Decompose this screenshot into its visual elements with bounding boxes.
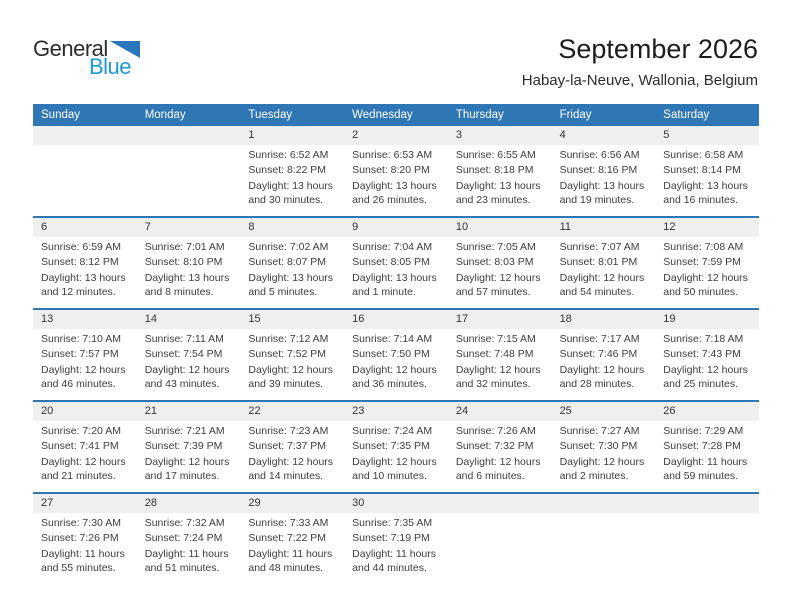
sunrise-text: Sunrise: 7:30 AM (41, 517, 121, 529)
sunset-text: Sunset: 7:22 PM (248, 532, 327, 545)
daylight-text: Daylight: 12 hours and 14 minutes. (248, 455, 334, 483)
day-cell-empty (552, 494, 656, 584)
day-number: 10 (448, 218, 552, 237)
day-number (137, 126, 241, 145)
sunrise-text: Sunrise: 6:59 AM (41, 241, 121, 253)
sunset-text: Sunset: 7:43 PM (663, 348, 741, 361)
day-number: 26 (655, 402, 759, 421)
day-cell-28 (137, 494, 241, 584)
daylight-text: Daylight: 12 hours and 21 minutes. (41, 455, 126, 483)
sunrise-text: Sunrise: 7:15 AM (455, 333, 536, 345)
daylight-text: Daylight: 12 hours and 43 minutes. (144, 363, 230, 391)
sunrise-text: Sunrise: 7:29 AM (663, 425, 744, 437)
sunrise-text: Sunrise: 7:32 AM (144, 517, 225, 529)
sunset-text: Sunset: 8:05 PM (352, 256, 430, 269)
day-cell-30 (344, 494, 448, 584)
sunrise-text: Sunrise: 7:12 AM (248, 333, 329, 345)
sunset-text: Sunset: 7:52 PM (248, 348, 327, 361)
daylight-text: Daylight: 12 hours and 2 minutes. (559, 455, 645, 483)
day-info (552, 237, 656, 300)
daylight-text: Daylight: 12 hours and 50 minutes. (663, 271, 748, 299)
daylight-text: Daylight: 12 hours and 46 minutes. (41, 363, 126, 391)
day-cell-14 (137, 310, 241, 400)
day-info (240, 237, 344, 300)
day-cell-25 (552, 402, 656, 492)
day-info (33, 329, 137, 392)
sunset-text: Sunset: 8:12 PM (41, 256, 119, 269)
day-number: 18 (552, 310, 656, 329)
daylight-text: Daylight: 11 hours and 55 minutes. (41, 547, 125, 575)
day-cell-15 (240, 310, 344, 400)
weekday-header-monday: Monday (144, 109, 186, 121)
day-cell-8 (240, 218, 344, 308)
sunset-text: Sunset: 8:18 PM (455, 164, 534, 177)
day-number (448, 494, 552, 513)
sunset-text: Sunset: 7:37 PM (248, 440, 327, 453)
day-cell-7 (137, 218, 241, 308)
sunset-text: Sunset: 7:50 PM (352, 348, 430, 361)
day-info (240, 421, 344, 484)
day-cell-empty (655, 494, 759, 584)
day-cell-20 (33, 402, 137, 492)
daylight-text: Daylight: 11 hours and 59 minutes. (663, 455, 748, 483)
title-block (522, 34, 758, 89)
sunrise-text: Sunrise: 7:24 AM (352, 425, 433, 437)
daylight-text: Daylight: 12 hours and 39 minutes. (248, 363, 334, 391)
day-number: 24 (448, 402, 552, 421)
sunrise-text: Sunrise: 7:23 AM (248, 425, 329, 437)
sunset-text: Sunset: 7:24 PM (144, 532, 223, 545)
sunset-text: Sunset: 7:46 PM (559, 348, 638, 361)
day-info (655, 329, 759, 392)
day-cell-24 (448, 402, 552, 492)
sunset-text: Sunset: 7:32 PM (455, 440, 534, 453)
sunrise-text: Sunrise: 7:01 AM (144, 241, 225, 253)
sunrise-text: Sunrise: 7:35 AM (352, 517, 433, 529)
day-number: 6 (33, 218, 137, 237)
sunrise-text: Sunrise: 7:02 AM (248, 241, 329, 253)
day-cell-23 (344, 402, 448, 492)
day-cell-4 (552, 126, 656, 216)
day-info (655, 421, 759, 484)
day-info (344, 421, 448, 484)
day-info (344, 329, 448, 392)
week-row (33, 126, 759, 216)
daylight-text: Daylight: 12 hours and 25 minutes. (663, 363, 748, 391)
weekday-header-wednesday: Wednesday (352, 109, 413, 121)
day-number: 29 (240, 494, 344, 513)
sunrise-text: Sunrise: 7:27 AM (559, 425, 640, 437)
day-number (655, 494, 759, 513)
sunset-text: Sunset: 7:54 PM (144, 348, 223, 361)
day-cell-18 (552, 310, 656, 400)
day-cell-16 (344, 310, 448, 400)
day-info (552, 329, 656, 392)
sunrise-text: Sunrise: 6:55 AM (455, 149, 536, 161)
sunrise-text: Sunrise: 7:14 AM (352, 333, 433, 345)
day-cell-19 (655, 310, 759, 400)
daylight-text: Daylight: 12 hours and 57 minutes. (455, 271, 541, 299)
weekday-header-tuesday: Tuesday (248, 109, 293, 121)
day-number: 3 (448, 126, 552, 145)
page-title: September 2026 (558, 34, 758, 64)
day-cell-empty (448, 494, 552, 584)
page-subtitle: Habay-la-Neuve, Wallonia, Belgium (521, 72, 758, 90)
day-number: 25 (552, 402, 656, 421)
daylight-text: Daylight: 12 hours and 32 minutes. (455, 363, 541, 391)
sunset-text: Sunset: 7:57 PM (41, 348, 119, 361)
logo-text-general: General (33, 36, 108, 61)
logo-text-blue: Blue (89, 54, 132, 79)
day-cell-27 (33, 494, 137, 584)
daylight-text: Daylight: 12 hours and 54 minutes. (559, 271, 645, 299)
daylight-text: Daylight: 12 hours and 10 minutes. (352, 455, 437, 483)
sunrise-text: Sunrise: 7:33 AM (248, 517, 329, 529)
day-number: 21 (137, 402, 241, 421)
sunset-text: Sunset: 7:48 PM (455, 348, 534, 361)
weekday-header-sunday: Sunday (41, 109, 81, 121)
day-cell-3 (448, 126, 552, 216)
daylight-text: Daylight: 13 hours and 30 minutes. (248, 179, 334, 207)
day-info (137, 513, 241, 576)
daylight-text: Daylight: 13 hours and 5 minutes. (248, 271, 334, 299)
day-number: 11 (552, 218, 656, 237)
sunset-text: Sunset: 7:59 PM (663, 256, 741, 269)
day-number: 14 (137, 310, 241, 329)
daylight-text: Daylight: 13 hours and 23 minutes. (455, 179, 541, 207)
day-number: 5 (655, 126, 759, 145)
sunset-text: Sunset: 7:41 PM (41, 440, 119, 453)
day-number: 9 (344, 218, 448, 237)
daylight-text: Daylight: 12 hours and 17 minutes. (144, 455, 230, 483)
weekday-header-row (33, 104, 759, 126)
week-row (33, 216, 759, 308)
daylight-text: Daylight: 13 hours and 26 minutes. (352, 179, 437, 207)
day-info (448, 145, 552, 208)
sunset-text: Sunset: 7:28 PM (663, 440, 741, 453)
day-info (33, 513, 137, 576)
sunrise-text: Sunrise: 6:56 AM (559, 149, 640, 161)
daylight-text: Daylight: 13 hours and 12 minutes. (41, 271, 126, 299)
daylight-text: Daylight: 12 hours and 36 minutes. (352, 363, 437, 391)
day-cell-5 (655, 126, 759, 216)
general-blue-logo (33, 34, 140, 78)
day-number: 4 (552, 126, 656, 145)
weekday-header-thursday: Thursday (455, 109, 504, 121)
day-cell-11 (552, 218, 656, 308)
day-number: 20 (33, 402, 137, 421)
day-info (240, 145, 344, 208)
day-cell-2 (344, 126, 448, 216)
day-number: 8 (240, 218, 344, 237)
day-number: 30 (344, 494, 448, 513)
day-cell-13 (33, 310, 137, 400)
day-info (137, 329, 241, 392)
day-number: 19 (655, 310, 759, 329)
sunrise-text: Sunrise: 7:07 AM (559, 241, 640, 253)
day-info (655, 145, 759, 208)
day-cell-26 (655, 402, 759, 492)
day-number: 27 (33, 494, 137, 513)
week-row (33, 308, 759, 400)
day-number (33, 126, 137, 145)
day-number: 1 (240, 126, 344, 145)
daylight-text: Daylight: 11 hours and 48 minutes. (248, 547, 333, 575)
page-header (33, 34, 758, 100)
daylight-text: Daylight: 13 hours and 19 minutes. (559, 179, 645, 207)
day-info (137, 237, 241, 300)
sunset-text: Sunset: 8:03 PM (455, 256, 534, 269)
sunrise-text: Sunrise: 6:52 AM (248, 149, 329, 161)
day-cell-1 (240, 126, 344, 216)
sunset-text: Sunset: 8:14 PM (663, 164, 741, 177)
day-cell-6 (33, 218, 137, 308)
day-number: 22 (240, 402, 344, 421)
sunset-text: Sunset: 8:07 PM (248, 256, 327, 269)
day-info (344, 237, 448, 300)
day-number: 2 (344, 126, 448, 145)
sunset-text: Sunset: 8:20 PM (352, 164, 430, 177)
daylight-text: Daylight: 13 hours and 8 minutes. (144, 271, 230, 299)
day-number (552, 494, 656, 513)
day-cell-empty (33, 126, 137, 216)
day-number: 23 (344, 402, 448, 421)
sunrise-text: Sunrise: 7:04 AM (352, 241, 433, 253)
day-cell-29 (240, 494, 344, 584)
day-info (552, 421, 656, 484)
day-number: 13 (33, 310, 137, 329)
sunset-text: Sunset: 7:39 PM (144, 440, 223, 453)
calendar-weeks (33, 126, 759, 584)
day-info (448, 329, 552, 392)
sunrise-text: Sunrise: 7:10 AM (41, 333, 121, 345)
sunrise-text: Sunrise: 6:58 AM (663, 149, 744, 161)
day-info (344, 513, 448, 576)
day-info (240, 329, 344, 392)
daylight-text: Daylight: 11 hours and 51 minutes. (144, 547, 229, 575)
sunset-text: Sunset: 7:35 PM (352, 440, 430, 453)
sunrise-text: Sunrise: 7:05 AM (455, 241, 536, 253)
day-number: 15 (240, 310, 344, 329)
sunrise-text: Sunrise: 7:21 AM (144, 425, 225, 437)
sunrise-text: Sunrise: 7:26 AM (455, 425, 536, 437)
daylight-text: Daylight: 12 hours and 6 minutes. (455, 455, 541, 483)
daylight-text: Daylight: 11 hours and 44 minutes. (352, 547, 436, 575)
sunrise-text: Sunrise: 7:18 AM (663, 333, 744, 345)
day-info (448, 237, 552, 300)
sunrise-text: Sunrise: 7:08 AM (663, 241, 744, 253)
day-info (33, 421, 137, 484)
day-info (240, 513, 344, 576)
calendar-table (33, 104, 759, 584)
sunrise-text: Sunrise: 7:20 AM (41, 425, 121, 437)
day-cell-9 (344, 218, 448, 308)
day-cell-17 (448, 310, 552, 400)
day-number: 16 (344, 310, 448, 329)
sunset-text: Sunset: 8:16 PM (559, 164, 638, 177)
week-row (33, 492, 759, 584)
sunset-text: Sunset: 7:19 PM (352, 532, 430, 545)
sunrise-text: Sunrise: 6:53 AM (352, 149, 433, 161)
weekday-header-saturday: Saturday (663, 109, 710, 121)
sunrise-text: Sunrise: 7:17 AM (559, 333, 640, 345)
day-info (137, 421, 241, 484)
daylight-text: Daylight: 12 hours and 28 minutes. (559, 363, 645, 391)
daylight-text: Daylight: 13 hours and 16 minutes. (663, 179, 748, 207)
day-info (33, 237, 137, 300)
day-info (655, 237, 759, 300)
day-cell-22 (240, 402, 344, 492)
daylight-text: Daylight: 13 hours and 1 minute. (352, 271, 437, 299)
day-number: 28 (137, 494, 241, 513)
sunset-text: Sunset: 7:26 PM (41, 532, 119, 545)
weekday-header-friday: Friday (559, 109, 592, 121)
week-row (33, 400, 759, 492)
day-info (552, 145, 656, 208)
day-number: 12 (655, 218, 759, 237)
day-cell-12 (655, 218, 759, 308)
day-info (344, 145, 448, 208)
sunset-text: Sunset: 8:01 PM (559, 256, 638, 269)
day-number: 17 (448, 310, 552, 329)
day-info (448, 421, 552, 484)
sunset-text: Sunset: 8:22 PM (248, 164, 327, 177)
sunrise-text: Sunrise: 7:11 AM (144, 333, 224, 345)
day-cell-21 (137, 402, 241, 492)
day-cell-10 (448, 218, 552, 308)
sunset-text: Sunset: 7:30 PM (559, 440, 638, 453)
day-number: 7 (137, 218, 241, 237)
sunset-text: Sunset: 8:10 PM (144, 256, 223, 269)
day-cell-empty (137, 126, 241, 216)
